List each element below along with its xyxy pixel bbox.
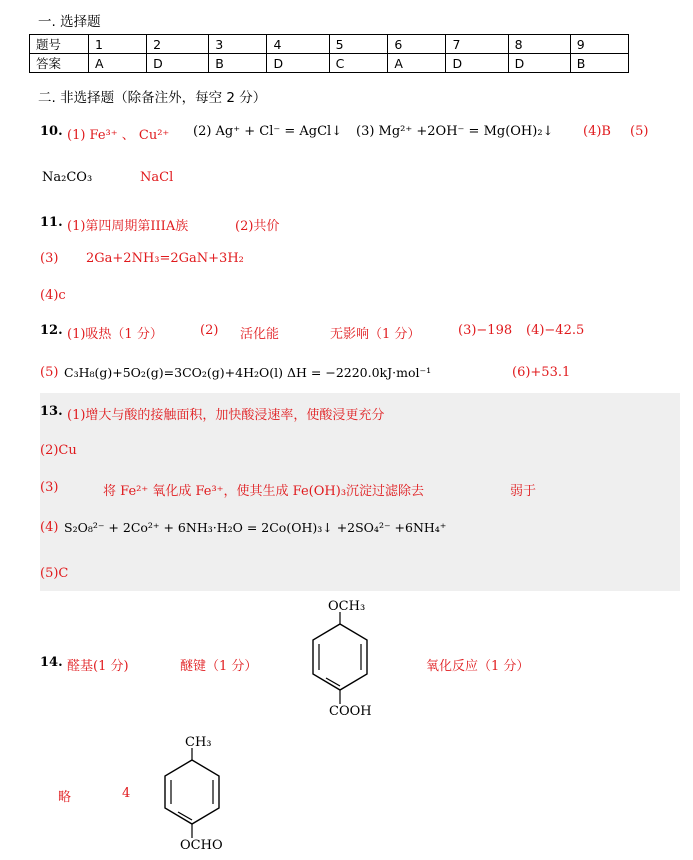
q13-part1: (1)增大与酸的接触面积，加快酸浸速率，使酸浸更充分 <box>67 408 385 423</box>
q14-part2: 醚键（1 分） <box>180 659 258 674</box>
q11-part1: (1)第四周期第IIIA族 <box>67 219 189 234</box>
table-cell-number: 5 <box>329 35 388 54</box>
q10-part5: (5) <box>630 124 649 139</box>
structure1-top-label: OCH₃ <box>328 599 366 614</box>
q14-line2-b: 4 <box>122 786 131 801</box>
q12-part2-b: 无影响（1 分） <box>330 327 421 342</box>
table-cell-answer: D <box>147 54 209 73</box>
structure1-bottom-label: COOH <box>329 704 372 719</box>
q12-part4: (4)−42.5 <box>526 323 585 338</box>
q12-part3: (3)−198 <box>458 323 513 338</box>
table-cell-number: 6 <box>388 35 446 54</box>
section-title-nonchoice: 二. 非选择题（除备注外，每空 2 分） <box>38 90 267 106</box>
q12-part5-equation: C₃H₈(g)+5O₂(g)=3CO₂(g)+4H₂O(l) ΔH = −2220.0kJ·mol⁻¹ <box>64 365 432 380</box>
table-cell-answer: C <box>329 54 388 73</box>
q13-part5: (5)C <box>40 566 69 581</box>
table-cell-number: 2 <box>147 35 209 54</box>
q11-part3: (3) <box>40 251 59 266</box>
q10-part2: (2) Ag⁺ + Cl⁻ = AgCl↓ <box>193 124 343 139</box>
q13-part3-b: 弱于 <box>510 484 537 499</box>
question-number-12: 12. <box>40 323 63 338</box>
q11-part2: (2)共价 <box>235 219 280 234</box>
q12-part1: (1)吸热（1 分） <box>67 327 163 342</box>
table-cell-answer: B <box>570 54 628 73</box>
q14-part1: 醛基(1 分) <box>67 659 129 674</box>
q13-part3: (3) <box>40 480 59 495</box>
structure2-benzene-ring <box>157 748 227 838</box>
q14-line2-a: 略 <box>58 790 72 805</box>
q10-line2-b: NaCl <box>140 170 174 185</box>
table-cell-answer: D <box>508 54 570 73</box>
question-number-14: 14. <box>40 655 63 670</box>
table-cell-number: 4 <box>267 35 329 54</box>
question-number-11: 11. <box>40 215 63 230</box>
table-row-numbers <box>30 35 629 54</box>
table-cell-answer: A <box>89 54 147 73</box>
q11-part4: (4)c <box>40 288 66 303</box>
structure1-benzene-ring <box>305 612 375 704</box>
q13-part4: (4) <box>40 520 59 535</box>
question-number-10: 10. <box>40 124 63 139</box>
q10-part4: (4)B <box>583 124 611 139</box>
table-cell-answer: D <box>446 54 508 73</box>
table-cell-answer: B <box>209 54 267 73</box>
q13-part4-equation: S₂O₈²⁻ + 2Co²⁺ + 6NH₃·H₂O = 2Co(OH)₃↓ +2SO₄²⁻ +6NH₄⁺ <box>64 520 447 535</box>
q13-part2: (2)Cu <box>40 443 77 458</box>
section-title-choice: 一. 选择题 <box>38 14 101 30</box>
q13-part3-text: 将 Fe²⁺ 氧化成 Fe³⁺，使其生成 Fe(OH)₃沉淀过滤除去 <box>103 484 425 499</box>
table-header-label: 题号 <box>30 35 89 54</box>
table-cell-number: 3 <box>209 35 267 54</box>
q10-line2-a: Na₂CO₃ <box>42 170 93 185</box>
answer-table <box>29 34 629 73</box>
q12-part6: (6)+53.1 <box>512 365 571 380</box>
table-cell-number: 1 <box>89 35 147 54</box>
table-cell-number: 8 <box>508 35 570 54</box>
table-cell-answer: D <box>267 54 329 73</box>
q12-part2: (2) <box>200 323 219 338</box>
table-answer-label: 答案 <box>30 54 89 73</box>
table-cell-answer: A <box>388 54 446 73</box>
table-row-answers <box>30 54 629 73</box>
question-number-13: 13. <box>40 404 63 419</box>
q11-part3-equation: 2Ga+2NH₃=2GaN+3H₂ <box>86 251 244 266</box>
table-cell-number: 9 <box>570 35 628 54</box>
q12-part5: (5) <box>40 365 59 380</box>
q14-part3: 氧化反应（1 分） <box>426 659 530 674</box>
q12-part2-a: 活化能 <box>240 327 280 342</box>
q10-part1: (1) Fe³⁺ 、 Cu²⁺ <box>67 128 170 143</box>
structure2-bottom-label: OCHO <box>180 838 223 853</box>
q10-part3: (3) Mg²⁺ +2OH⁻ = Mg(OH)₂↓ <box>356 124 554 139</box>
structure2-top-label: CH₃ <box>185 735 212 750</box>
table-cell-number: 7 <box>446 35 508 54</box>
